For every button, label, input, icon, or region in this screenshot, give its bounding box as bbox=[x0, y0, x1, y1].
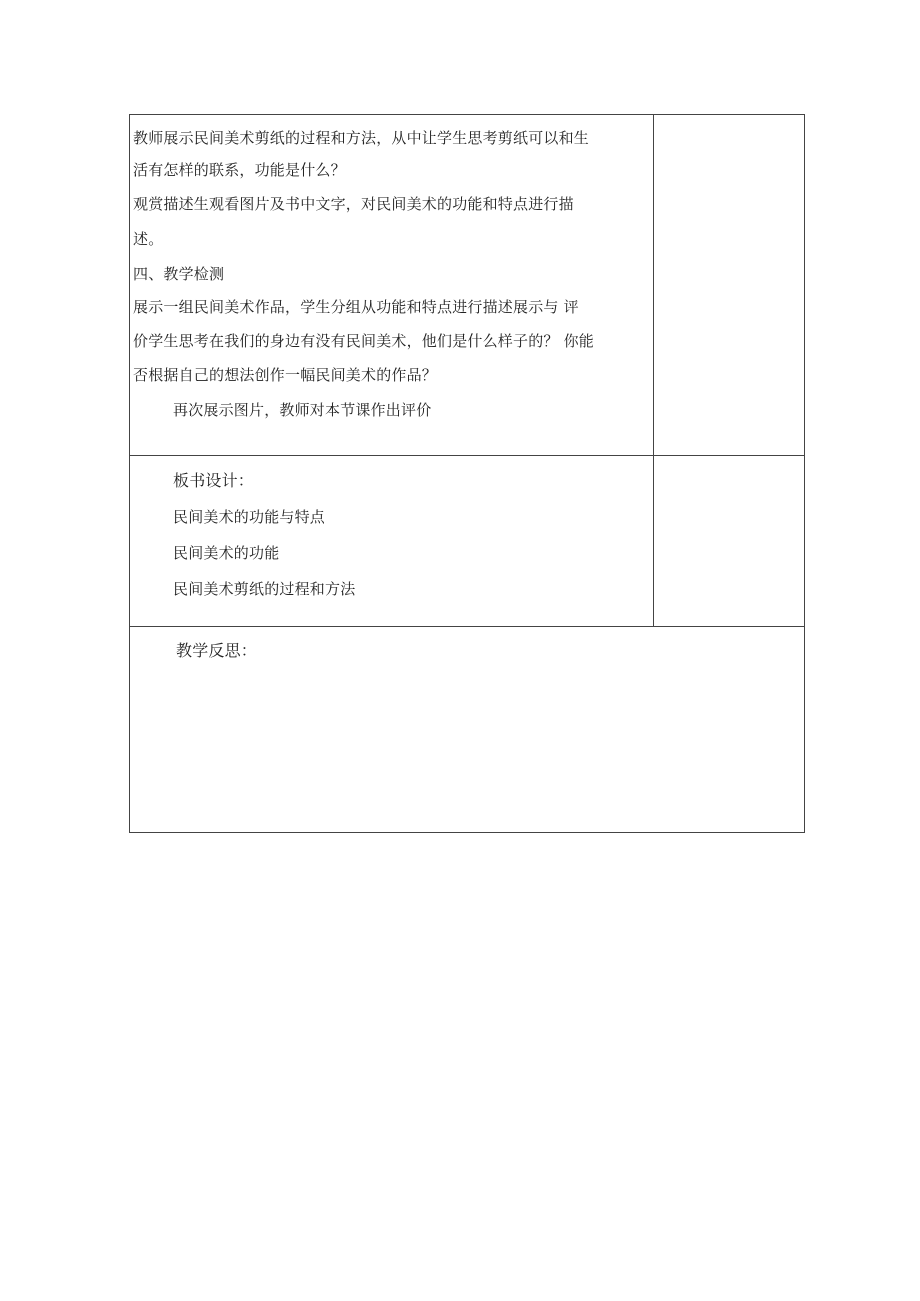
text-line: 活有怎样的联系，功能是什么？ bbox=[133, 161, 346, 179]
text-line: 再次展示图片，教师对本节课作出评价 bbox=[173, 401, 432, 419]
blackboard-design-title: 板书设计： bbox=[173, 471, 255, 490]
text-line: 否根据自己的想法创作一幅民间美术的作品？ bbox=[133, 366, 438, 384]
blackboard-line: 民间美术的功能与特点 bbox=[173, 508, 326, 526]
column-divider bbox=[653, 114, 654, 626]
teaching-reflection-title: 教学反思： bbox=[176, 641, 258, 660]
section-heading: 四、教学检测 bbox=[133, 265, 225, 283]
text-line: 价学生思考在我们的身边有没有民间美术，他们是什么样子的？ 你能 bbox=[133, 332, 594, 350]
text-line: 述。 bbox=[133, 230, 164, 248]
blackboard-line: 民间美术剪纸的过程和方法 bbox=[173, 580, 356, 598]
text-line: 展示一组民间美术作品，学生分组从功能和特点进行描述展示与 评 bbox=[133, 298, 579, 316]
row-divider-1 bbox=[129, 455, 805, 456]
text-line: 观赏描述生观看图片及书中文字，对民间美术的功能和特点进行描 bbox=[133, 195, 574, 213]
blackboard-line: 民间美术的功能 bbox=[173, 544, 280, 562]
row-divider-2 bbox=[129, 626, 805, 627]
text-line: 教师展示民间美术剪纸的过程和方法，从中让学生思考剪纸可以和生 bbox=[133, 129, 590, 147]
